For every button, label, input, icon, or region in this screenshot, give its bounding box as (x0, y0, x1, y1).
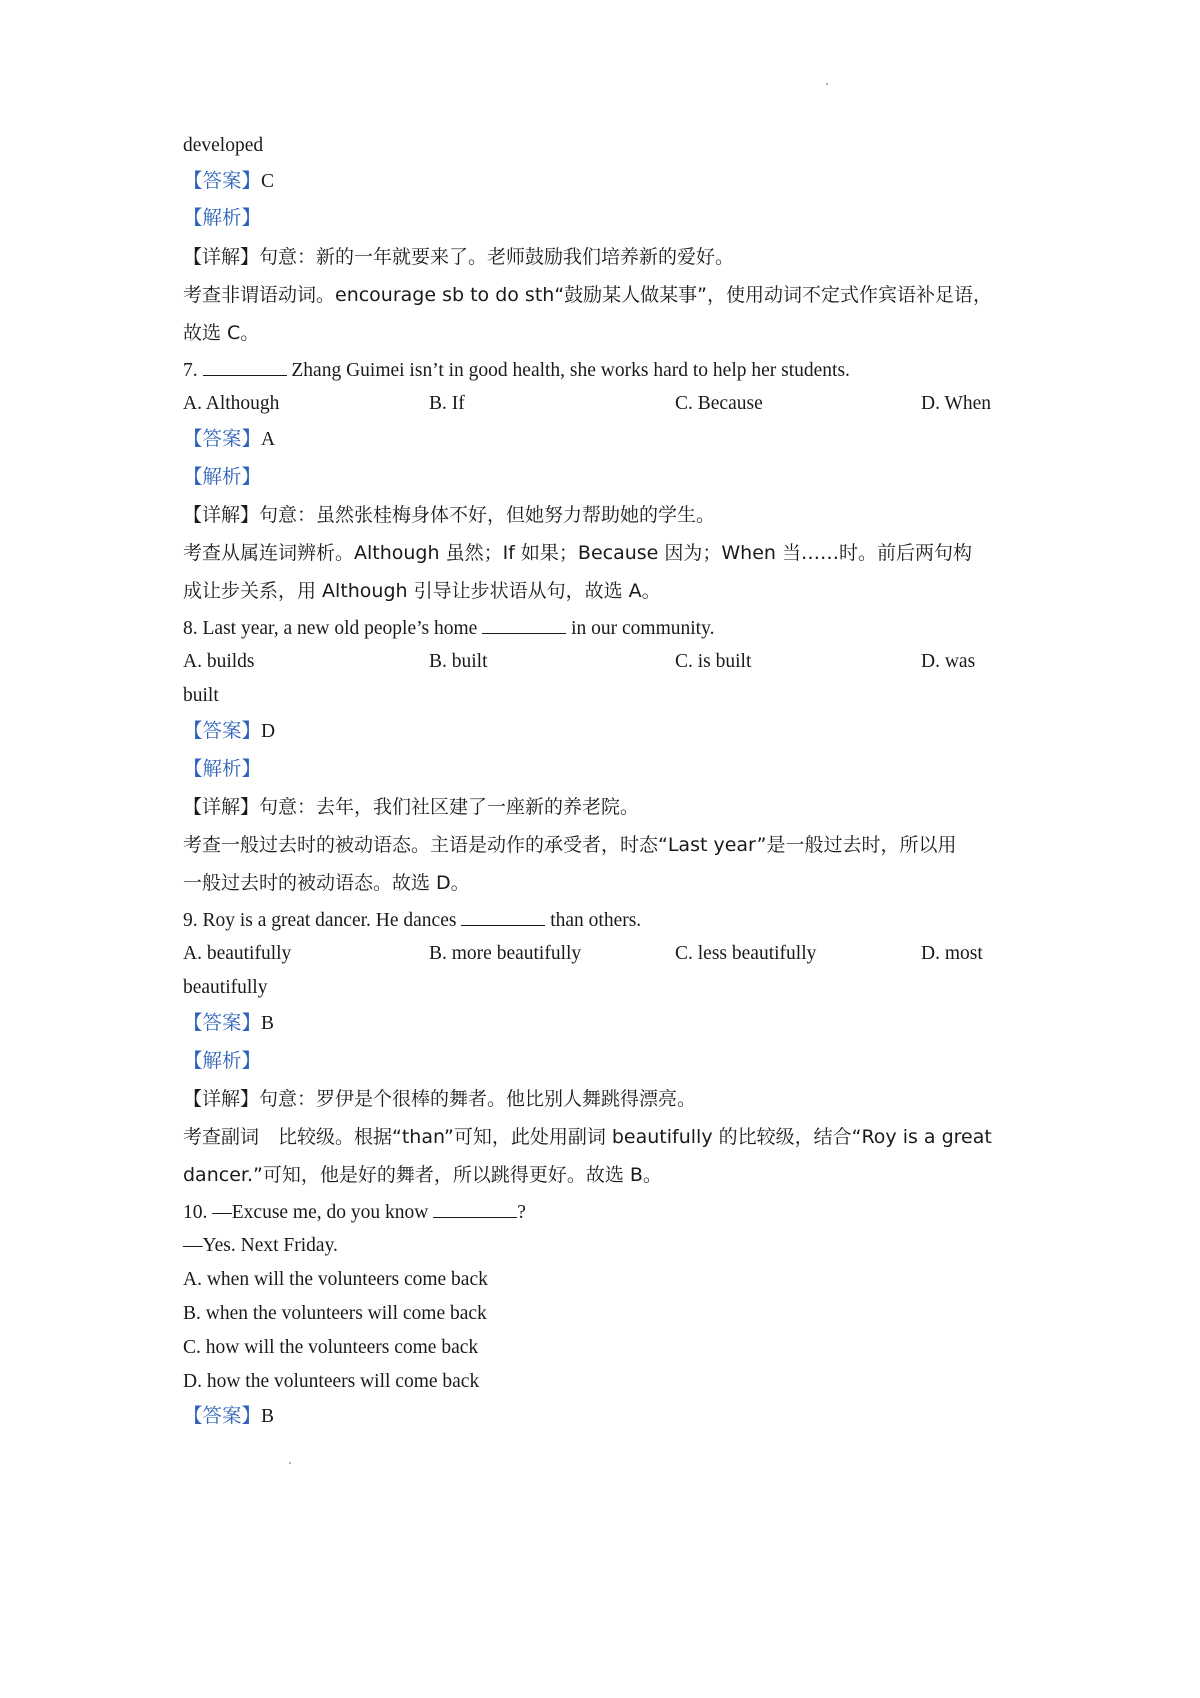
q7-analysis-line (183, 464, 261, 490)
q9-option-a: A. beautifully (183, 943, 292, 964)
q9-analysis-line (183, 1048, 261, 1074)
q8-stem-start: 8. Last year, a new old people’s home (183, 618, 483, 639)
q10-stem-start: 10. —Excuse me, do you know (183, 1202, 434, 1223)
detail-tag: 【详解】 (183, 796, 260, 818)
q7-answer: A (261, 429, 276, 450)
q7-explain-1: 考查从属连词辨析。Although 虽然；If 如果；Because 因为；When 当……时。前后两句构 (183, 542, 972, 564)
q7-detail: 句意：虽然张桂梅身体不好，但她努力帮助她的学生。 (259, 504, 716, 526)
q9-option-d: D. most (921, 943, 983, 964)
answer-blank (433, 1199, 517, 1218)
q8-detail-line (183, 794, 639, 820)
q9-explain-2: dancer.”可知，他是好的舞者，所以跳得更好。故选 B。 (183, 1164, 662, 1186)
q10-option-a: A. when will the volunteers come back (183, 1269, 488, 1290)
q10-stem (183, 1199, 526, 1225)
q9-stem-start: 9. Roy is a great dancer. He dances (183, 910, 462, 931)
q9-answer: B (261, 1013, 275, 1034)
q7-stem-text: Zhang Guimei isn’t in good health, she works hard to help her students. (286, 360, 850, 381)
q6-explain-2: 故选 C。 (183, 322, 260, 344)
answer-tag: 【答案】 (183, 169, 262, 192)
q9-answer-line (183, 1010, 274, 1036)
q8-analysis-line (183, 756, 261, 782)
q10-option-d: D. how the volunteers will come back (183, 1371, 480, 1392)
answer-tag: 【答案】 (183, 719, 262, 742)
q7-option-c: C. Because (675, 393, 763, 414)
answer-tag: 【答案】 (183, 1011, 262, 1034)
q7-detail-line (183, 502, 715, 528)
q7-options (183, 391, 1033, 417)
q9-detail: 句意：罗伊是个很棒的舞者。他比别人舞跳得漂亮。 (259, 1088, 697, 1110)
analysis-tag: 【解析】 (183, 757, 262, 780)
q10-option-c: C. how will the volunteers come back (183, 1337, 479, 1358)
q7-answer-line (183, 426, 275, 452)
q9-option-wrap: beautifully (183, 977, 268, 998)
q8-answer: D (261, 721, 276, 742)
q8-detail: 句意：去年，我们社区建了一座新的养老院。 (259, 796, 640, 818)
q9-stem (183, 907, 641, 933)
q8-explain-2: 一般过去时的被动语态。故选 D。 (183, 872, 470, 894)
q6-analysis-line (183, 205, 261, 231)
detail-tag: 【详解】 (183, 246, 260, 268)
fragment-text: developed (183, 135, 264, 156)
q9-option-c: C. less beautifully (675, 943, 817, 964)
answer-blank (482, 615, 566, 634)
q7-option-a: A. Although (183, 393, 280, 414)
q6-answer-line (183, 168, 274, 194)
q10-answer-line (183, 1403, 274, 1429)
q7-option-d: D. When (921, 393, 992, 414)
analysis-tag: 【解析】 (183, 1049, 262, 1072)
q8-option-b: B. built (429, 651, 488, 672)
q8-option-a: A. builds (183, 651, 255, 672)
q9-detail-line (183, 1086, 696, 1112)
q8-explain-1: 考查一般过去时的被动语态。主语是动作的承受者，时态“Last year”是一般过去时，所以用 (183, 834, 957, 856)
q7-stem (183, 357, 850, 383)
q10-stem-end: ? (517, 1202, 526, 1223)
answer-tag: 【答案】 (183, 1404, 262, 1427)
q8-stem (183, 615, 714, 641)
q8-options (183, 649, 1033, 675)
q6-answer: C (261, 171, 275, 192)
analysis-tag: 【解析】 (183, 465, 262, 488)
q6-detail: 句意：新的一年就要来了。老师鼓励我们培养新的爱好。 (259, 246, 735, 268)
q9-explain-1: 考查副词 比较级。根据“than”可知，此处用副词 beautifully 的比较级，结合“Roy is a great (183, 1126, 992, 1148)
q7-option-b: B. If (429, 393, 465, 414)
q10-option-b: B. when the volunteers will come back (183, 1303, 487, 1324)
scan-dot-top (826, 83, 828, 85)
q9-option-b: B. more beautifully (429, 943, 582, 964)
q9-options (183, 941, 1033, 967)
q6-explain-1: 考查非谓语动词。encourage sb to do sth“鼓励某人做某事”，使用动词不定式作宾语补足语， (183, 284, 993, 306)
detail-tag: 【详解】 (183, 504, 260, 526)
q6-detail-line (183, 244, 734, 270)
answer-blank (461, 907, 545, 926)
q10-reply: —Yes. Next Friday. (183, 1235, 338, 1256)
q9-stem-end: than others. (545, 910, 642, 931)
detail-tag: 【详解】 (183, 1088, 260, 1110)
answer-tag: 【答案】 (183, 427, 262, 450)
q8-option-d: D. was (921, 651, 976, 672)
answer-blank (203, 357, 287, 376)
analysis-tag: 【解析】 (183, 206, 262, 229)
q8-stem-end: in our community. (566, 618, 715, 639)
scan-dot-bottom (289, 1462, 291, 1464)
q7-number: 7. (183, 360, 203, 381)
q7-explain-2: 成让步关系，用 Although 引导让步状语从句，故选 A。 (183, 580, 661, 602)
q10-answer: B (261, 1406, 275, 1427)
q8-option-wrap: built (183, 685, 219, 706)
q8-answer-line (183, 718, 275, 744)
q8-option-c: C. is built (675, 651, 752, 672)
